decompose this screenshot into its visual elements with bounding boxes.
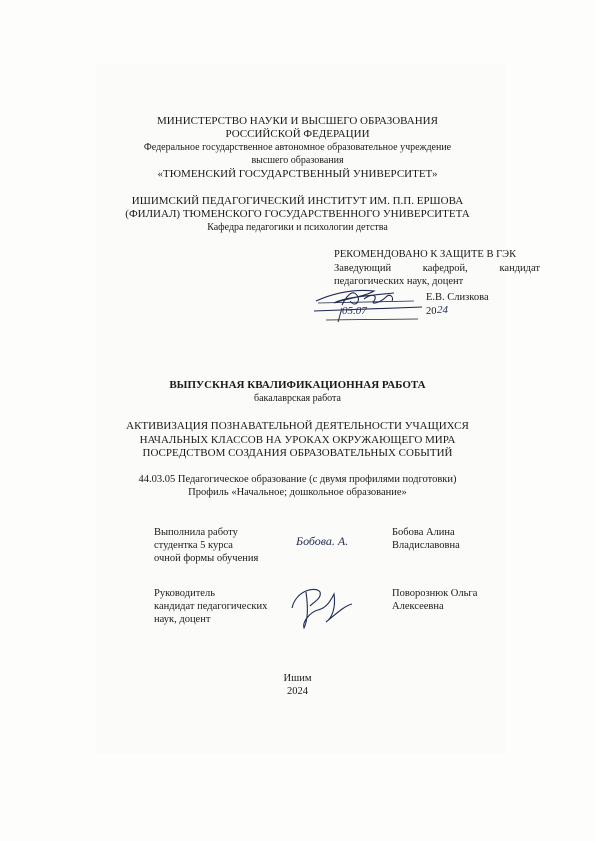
institute-line-1: ИШИМСКИЙ ПЕДАГОГИЧЕСКИЙ ИНСТИТУТ ИМ. П.П. ЕРШОВА <box>131 195 464 207</box>
work-subtype: бакалаврская работа <box>254 393 341 404</box>
approval-position-word: Заведующий <box>334 263 392 274</box>
institution-line-1: Федеральное государственное автономное образовательное учреждение <box>143 142 452 153</box>
city: Ишим <box>283 673 312 684</box>
supervisor-label-line-2: кандидат педагогических <box>154 601 268 612</box>
supervisor-name-line-2: Алексеевна <box>392 601 444 612</box>
university-name: «ТЮМЕНСКИЙ ГОСУДАРСТВЕННЫЙ УНИВЕРСИТЕТ» <box>157 168 438 180</box>
department-name: Кафедра педагогики и психологии детства <box>207 222 388 233</box>
supervisor-signature <box>286 582 362 632</box>
approval-position-word: кандидат <box>499 263 540 274</box>
supervisor-label-line-3: наук, доцент <box>154 614 211 625</box>
author-label-line-1: Выполнила работу <box>154 527 238 538</box>
approval-year-handwritten: 24 <box>437 304 448 316</box>
author-label-line-2: студентка 5 курса <box>154 540 233 551</box>
institution-line-2: высшего образования <box>251 155 344 166</box>
author-signature: Бобова. А. <box>296 534 349 548</box>
supervisor-label <box>154 587 267 626</box>
author-name-line-2: Владиславовна <box>392 540 460 551</box>
work-type: ВЫПУСКНАЯ КВАЛИФИКАЦИОННАЯ РАБОТА <box>169 379 426 391</box>
supervisor-label-line-1: Руководитель <box>154 588 215 599</box>
approval-name: Е.В. Слизкова <box>426 292 489 303</box>
work-title-line-3: ПОСРЕДСТВОМ СОЗДАНИЯ ОБРАЗОВАТЕЛЬНЫХ СОБЫТИЙ <box>142 447 453 459</box>
approval-position-line-2: педагогических наук, доцент <box>334 276 464 287</box>
author-name <box>392 526 460 552</box>
author-label <box>154 526 258 565</box>
author-label-line-3: очной формы обучения <box>154 553 259 564</box>
supervisor-name-line-1: Поворознюк Ольга <box>392 588 478 599</box>
ministry-line-1: МИНИСТЕРСТВО НАУКИ И ВЫСШЕГО ОБРАЗОВАНИЯ <box>157 115 438 127</box>
ministry-line-2: РОССИЙСКОЙ ФЕДЕРАЦИИ <box>225 128 370 140</box>
supervisor-name <box>392 587 477 613</box>
author-name-line-1: Бобова Алина <box>392 527 455 538</box>
approval-position-word: кафедрой, <box>422 263 468 274</box>
approval-position-line-1 <box>334 263 540 274</box>
work-title-line-1: АКТИВИЗАЦИЯ ПОЗНАВАТЕЛЬНОЙ ДЕЯТЕЛЬНОСТИ УЧАЩИХСЯ <box>126 420 469 432</box>
specialty: 44.03.05 Педагогическое образование (с двумя профилями подготовки) <box>138 474 457 485</box>
approval-date-handwritten: 05.07 <box>342 305 367 317</box>
profile: Профиль «Начальное; дошкольное образование» <box>188 487 407 498</box>
approval-title: РЕКОМЕНДОВАНО К ЗАЩИТЕ В ГЭК <box>334 249 517 260</box>
year: 2024 <box>287 686 308 697</box>
approval-year-prefix: 20 <box>426 306 437 317</box>
work-title-line-2: НАЧАЛЬНЫХ КЛАССОВ НА УРОКАХ ОКРУЖАЮЩЕГО МИРА <box>139 434 456 446</box>
institute-line-2: (ФИЛИАЛ) ТЮМЕНСКОГО ГОСУДАРСТВЕННОГО УНИВЕРСИТЕТА <box>125 208 470 220</box>
